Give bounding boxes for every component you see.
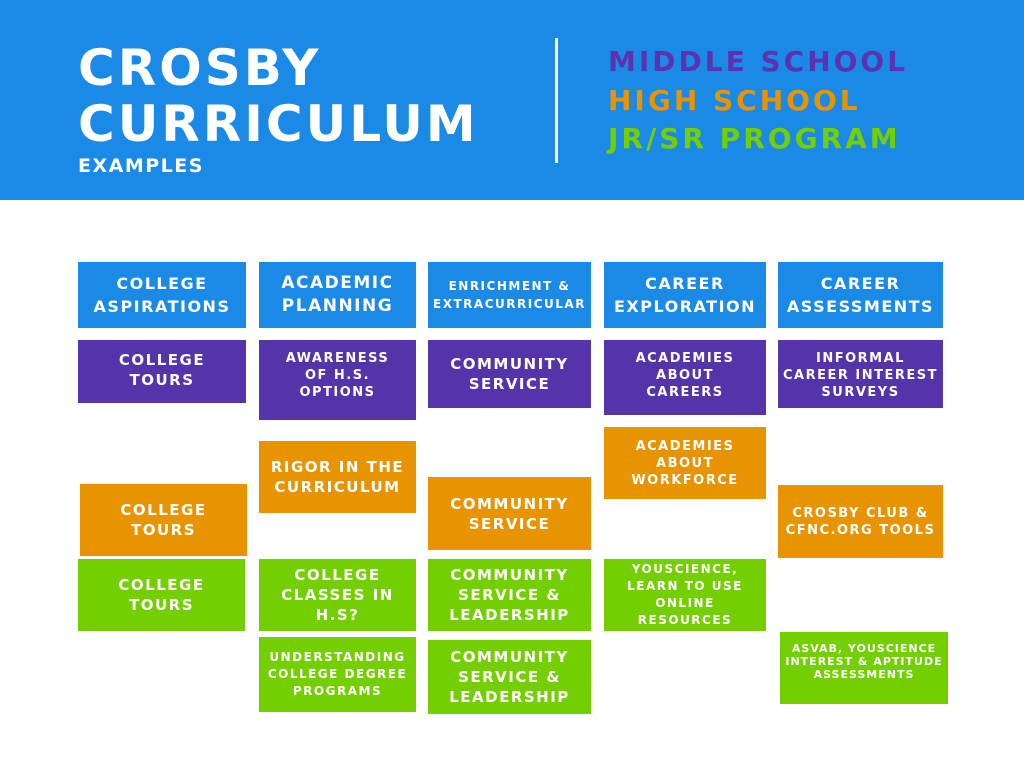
jr-sr-college-tours: COLLEGE TOURS	[78, 559, 245, 631]
jr-sr-college-classes: COLLEGE CLASSES IN H.S?	[259, 559, 416, 631]
legend-high-school: HIGH SCHOOL	[608, 84, 861, 117]
jr-sr-youscience: YOUSCIENCE, LEARN TO USE ONLINE RESOURCES	[604, 559, 766, 631]
middle-school-academies-careers: ACADEMIES ABOUT CAREERS	[604, 340, 766, 415]
title-line-1: CROSBY	[78, 39, 322, 97]
jr-sr-asvab-assessments: ASVAB, YOUSCIENCE INTEREST & APTITUDE ASSESSMENTS	[780, 632, 948, 704]
high-school-academies-workforce: ACADEMIES ABOUT WORKFORCE	[604, 427, 766, 499]
page-title	[78, 40, 479, 152]
jr-sr-service-leadership-2: COMMUNITY SERVICE & LEADERSHIP	[428, 640, 591, 714]
category-career-assessments: CAREER ASSESSMENTS	[778, 262, 943, 328]
category-academic-planning: ACADEMIC PLANNING	[259, 262, 416, 328]
category-career-exploration: CAREER EXPLORATION	[604, 262, 766, 328]
middle-school-community-service: COMMUNITY SERVICE	[428, 340, 591, 408]
high-school-crosby-club: CROSBY CLUB & CFNC.ORG TOOLS	[778, 485, 943, 558]
header-divider	[555, 38, 558, 163]
high-school-community-service: COMMUNITY SERVICE	[428, 477, 591, 550]
category-enrichment-extracurricular: ENRICHMENT & EXTRACURRICULAR	[428, 262, 591, 328]
category-college-aspirations: COLLEGE ASPIRATIONS	[78, 262, 246, 328]
jr-sr-degree-programs: UNDERSTANDING COLLEGE DEGREE PROGRAMS	[259, 637, 416, 712]
header-banner	[0, 0, 1024, 200]
high-school-rigor: RIGOR IN THE CURRICULUM	[259, 441, 416, 513]
jr-sr-service-leadership-1: COMMUNITY SERVICE & LEADERSHIP	[428, 559, 591, 631]
high-school-college-tours: COLLEGE TOURS	[80, 484, 247, 556]
page-subtitle: EXAMPLES	[78, 155, 204, 177]
middle-school-hs-options: AWARENESS OF H.S. OPTIONS	[259, 340, 416, 420]
middle-school-interest-surveys: INFORMAL CAREER INTEREST SURVEYS	[778, 340, 943, 408]
title-line-2: CURRICULUM	[78, 95, 479, 153]
middle-school-college-tours: COLLEGE TOURS	[78, 340, 246, 403]
legend-middle-school: MIDDLE SCHOOL	[608, 45, 909, 78]
legend-jr-sr-program: JR/SR PROGRAM	[608, 122, 901, 155]
